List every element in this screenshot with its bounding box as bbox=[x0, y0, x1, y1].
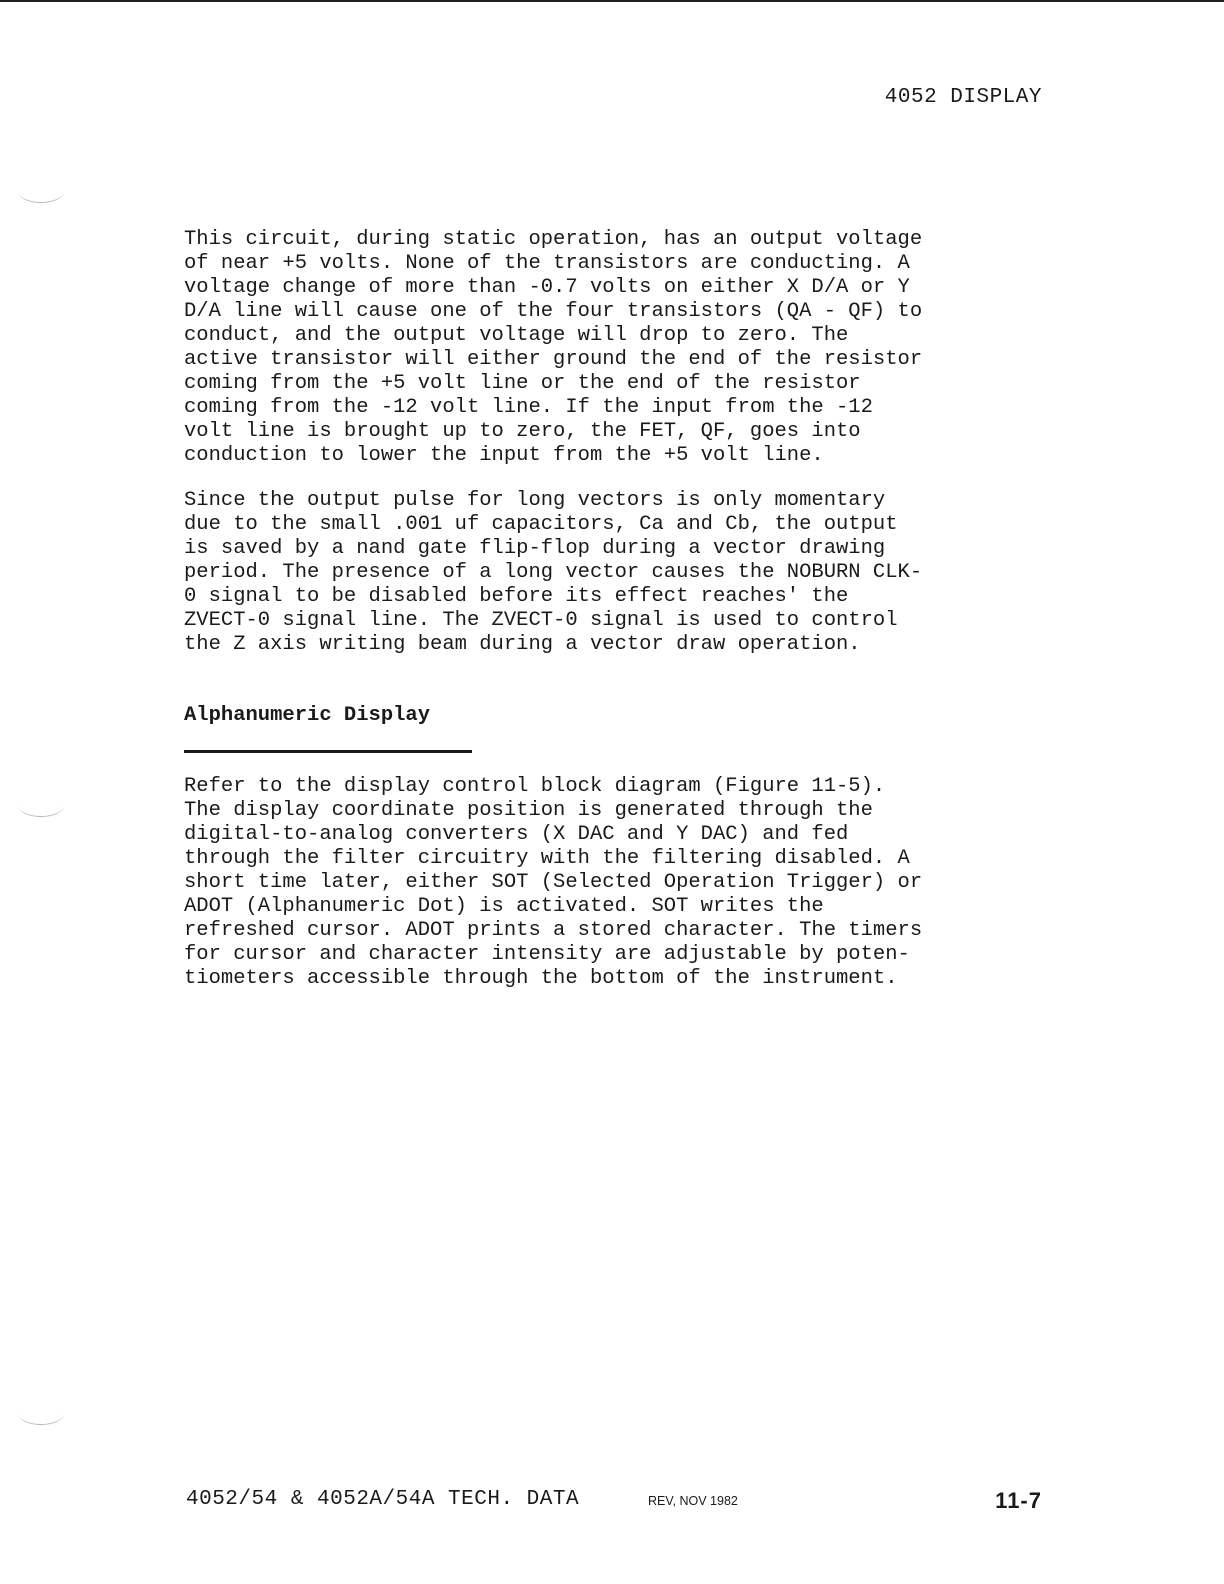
punch-hole-top bbox=[18, 180, 64, 203]
punch-hole-middle bbox=[18, 794, 64, 817]
paragraph-long-vectors: Since the output pulse for long vectors is only momentary due to the small .001 uf capacitors, Ca and Cb, the output is saved by a nand gate flip-flop during a vector drawing period. The presence of a long vector causes the NOBURN CLK- 0 signal to be disabled before its effect reaches' the ZVECT-0 signal line. The ZVECT-0 signal is used to control the Z axis writing beam during a vector draw operation. bbox=[184, 489, 923, 656]
section-heading-alphanumeric-display: Alphanumeric Display bbox=[184, 704, 431, 727]
section-heading-underline bbox=[184, 750, 472, 753]
paragraph-alphanumeric-display: Refer to the display control block diagram (Figure 11-5). The display coordinate position is generated through the digital-to-analog converters (X DAC and Y DAC) and fed through the filter circuitry with the filtering disabled. A short time later, either SOT (Selected Operation Trigger) or ADOT (Alphanumeric Dot) is activated. SOT writes the refreshed cursor. ADOT prints a stored character. The timers for cursor and character intensity are adjustable by poten- tiometers accessible through the bottom of the instrument. bbox=[184, 775, 923, 990]
punch-hole-bottom bbox=[18, 1402, 64, 1425]
footer-document-title: 4052/54 & 4052A/54A TECH. DATA bbox=[186, 1488, 580, 1511]
paragraph-static-operation: This circuit, during static operation, has an output voltage of near +5 volts. None of the transistors are conducting. A voltage change of more than -0.7 volts on either X D/A or Y D/A line will cause one of the four transistors (QA - QF) to conduct, and the output voltage will drop to zero. The active transistor will either ground the end of the resistor coming from the +5 volt line or the end of the resistor coming from the -12 volt line. If the input from the -12 volt line is brought up to zero, the FET, QF, goes into conduction to lower the input from the +5 volt line. bbox=[184, 228, 923, 467]
footer-page-number: 11-7 bbox=[995, 1488, 1042, 1513]
footer-revision-date: REV, NOV 1982 bbox=[648, 1494, 738, 1508]
top-edge-rule bbox=[0, 0, 1224, 2]
page-header-title: 4052 DISPLAY bbox=[884, 86, 1042, 109]
